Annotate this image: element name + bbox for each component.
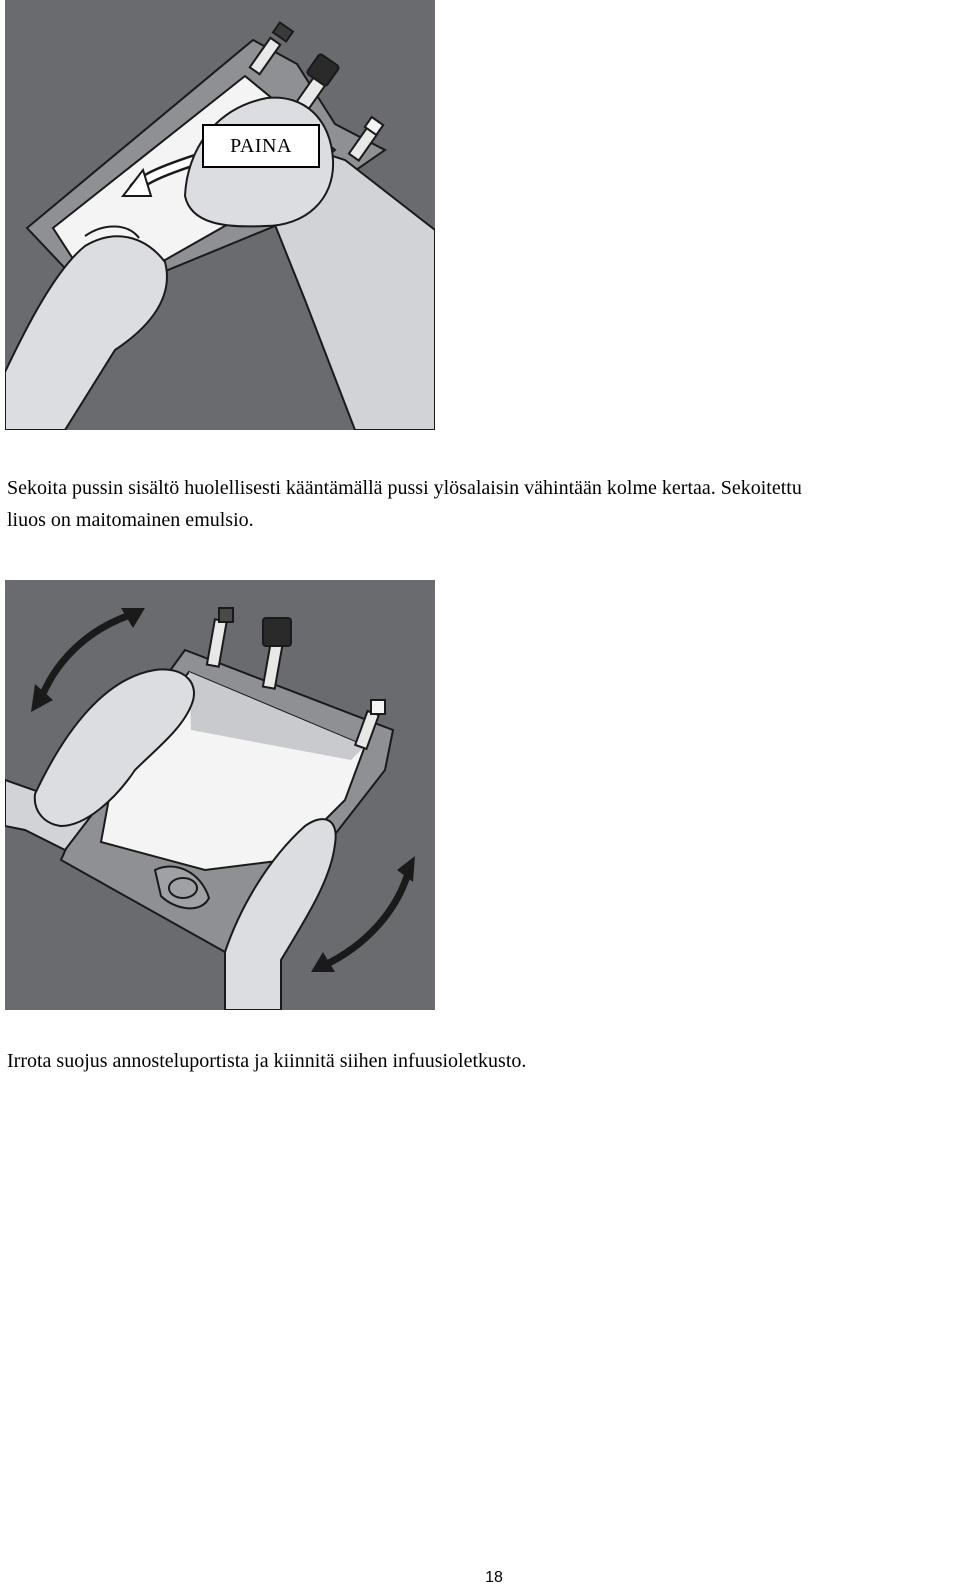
press-bag-drawing <box>5 0 435 430</box>
mixing-instruction-line2: liuos on maitomainen emulsio. <box>7 509 254 531</box>
page-number: 18 <box>485 1569 503 1586</box>
mixing-instruction <box>7 472 947 536</box>
press-callout-label: PAINA <box>202 124 320 168</box>
invert-bag-drawing <box>5 580 435 1010</box>
connect-infusion-instruction: Irrota suojus annosteluportista ja kiinnitä siihen infuusioletkusto. <box>7 1050 527 1072</box>
invert-bag-illustration <box>5 580 435 1010</box>
mixing-instruction-line1: Sekoita pussin sisältö huolellisesti kääntämällä pussi ylösalaisin vähintään kolme kertaa. Sekoitettu <box>7 477 802 499</box>
press-bag-illustration <box>5 0 435 430</box>
